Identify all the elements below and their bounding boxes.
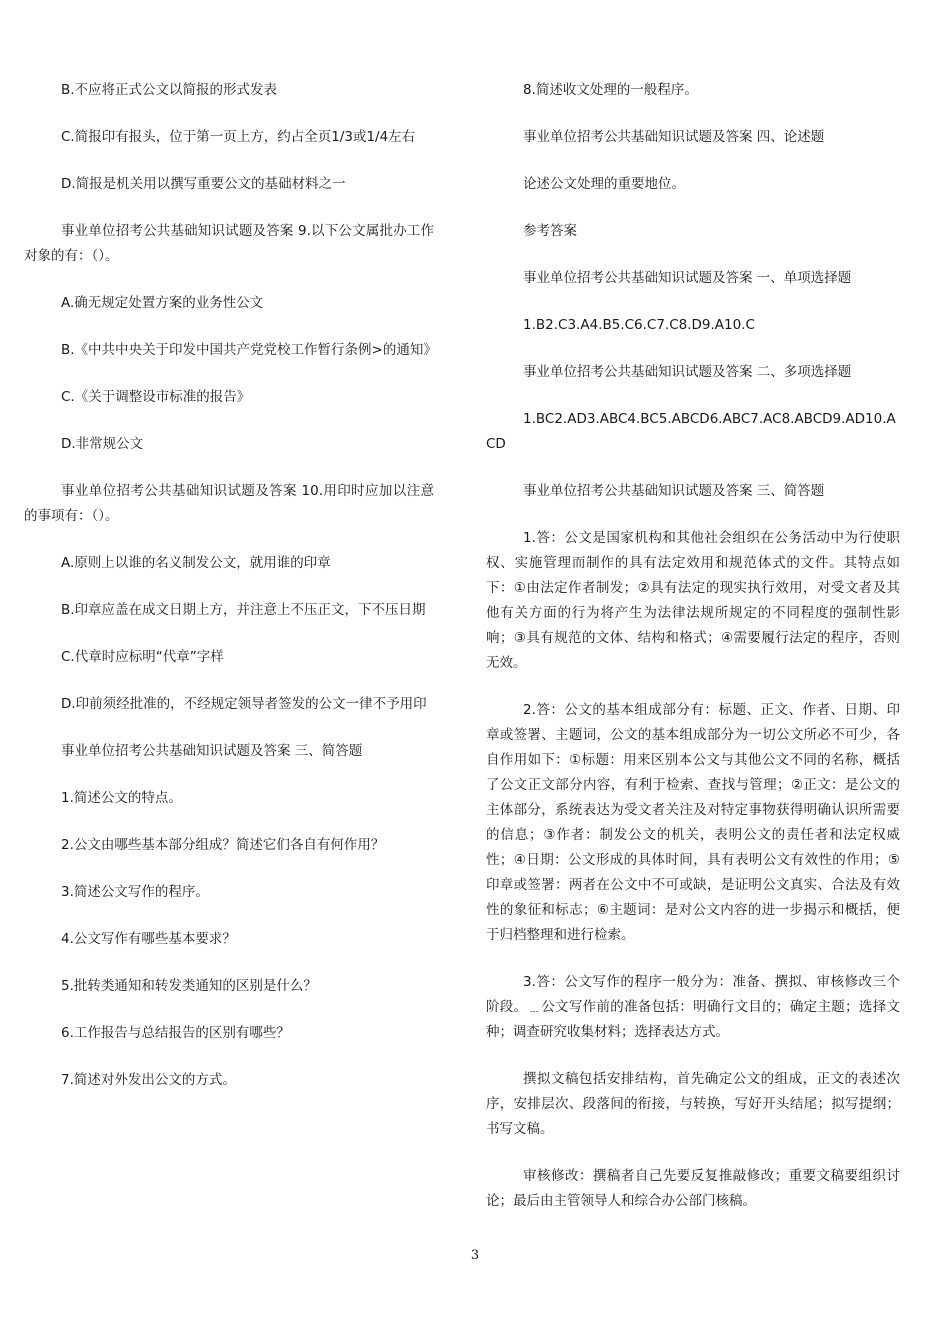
paragraph: D.非常规公文 (61, 436, 144, 452)
answer-key: 1.B2.C3.A4.B5.C6.C7.C8.D9.A10.C (523, 317, 755, 333)
section-heading: 事业单位招考公共基础知识试题及答案 一、单项选择题 (523, 270, 852, 286)
paragraph: B.印章应盖在成文日期上方，并注意上不压正文，下不压日期 (61, 602, 426, 618)
section-heading: 事业单位招考公共基础知识试题及答案 三、简答题 (61, 743, 363, 759)
question-item: 2.公文由哪些基本部分组成？简述它们各自有何作用？ (61, 837, 385, 853)
question-item: 1.简述公文的特点。 (61, 790, 182, 806)
answer-paragraph: 审核修改：撰稿者自己先要反复推敲修改；重要文稿要组织讨论；最后由主管领导人和综合办公部门核稿。 (486, 1168, 900, 1209)
page-number: 3 (470, 1248, 480, 1263)
paragraph: 事业单位招考公共基础知识试题及答案 9.以下公文属批办工作对象的有：（）。 (24, 223, 434, 264)
section-heading: 事业单位招考公共基础知识试题及答案 二、多项选择题 (523, 364, 852, 380)
answer-paragraph: 1.答：公文是国家机构和其他社会组织在公务活动中为行使职权、实施管理而制作的具有法定效用和规范体式的文件。其特点如下：①由法定作者制发；②具有法定的现实执行效用，对受文者及其他有关方面的行为将产生为法律法规所规定的不同程度的强制性影响；③具有规范的文体、结构和格式；④需要履行法定的程序，否则无效。 (486, 530, 900, 671)
paragraph: D.印前须经批准的，不经规定领导者签发的公文一律不予用印 (61, 696, 427, 712)
section-heading: 事业单位招考公共基础知识试题及答案 四、论述题 (523, 129, 825, 145)
paragraph: C.代章时应标明“代章”字样 (61, 649, 224, 665)
right-column (486, 78, 900, 1214)
question-item: 6.工作报告与总结报告的区别有哪些？ (61, 1025, 290, 1041)
question-item: 5.批转类通知和转发类通知的区别是什么？ (61, 978, 317, 994)
paragraph: C.简报印有报头，位于第一页上方，约占全页1/3或1/4左右 (61, 129, 416, 145)
question-item: 8.简述收文处理的一般程序。 (523, 82, 698, 98)
question-item: 7.简述对外发出公文的方式。 (61, 1072, 236, 1088)
answer-paragraph: 3.答：公文写作的程序一般分为：准备、撰拟、审核修改三个阶段。﹍公文写作前的准备包括：明确行文目的；确定主题；选择文种；调查研究收集材料；选择表达方式。 (486, 974, 900, 1040)
paragraph: 事业单位招考公共基础知识试题及答案 10.用印时应加以注意的事项有：（）。 (24, 483, 434, 524)
paragraph: A.确无规定处置方案的业务性公文 (61, 295, 264, 311)
answer-paragraph: 2.答：公文的基本组成部分有：标题、正文、作者、日期、印章或签署、主题词，公文的基本组成部分为一切公文所必不可少，各自作用如下：①标题：用来区别本公文与其他公文不同的名称，概括了公文正文部分内容，有利于检索、查找与管理；②正文：是公文的主体部分，系统表达为受文者关注及对特定事物获得明确认识所需要的信息；③作者：制发公文的机关，表明公文的责任者和法定权威性；④日期：公文形成的具体时间，具有表明公文有效性的作用；⑤印章或签署：两者在公文中不可或缺，是证明公文真实、合法及有效性的象征和标志；⑥主题词：是对公文内容的进一步揭示和概括，便于归档整理和进行检索。 (486, 702, 900, 943)
paragraph: A.原则上以谁的名义制发公文，就用谁的印章 (61, 555, 331, 571)
paragraph: B.《中共中央关于印发中国共产党党校工作暂行条例>的通知》 (61, 342, 437, 358)
answer-paragraph: 撰拟文稿包括安排结构，首先确定公文的组成，正文的表述次序，安排层次、段落间的衔接，与转换，写好开头结尾；拟写提纲；书写文稿。 (486, 1071, 900, 1137)
question-item: 论述公文处理的重要地位。 (523, 176, 685, 192)
reference-answer-heading: 参考答案 (523, 223, 577, 239)
paragraph: B.不应将正式公文以简报的形式发表 (61, 82, 278, 98)
question-item: 3.简述公文写作的程序。 (61, 884, 209, 900)
answer-key: 1.BC2.AD3.ABC4.BC5.ABCD6.ABC7.AC8.ABCD9.AD10.ACD (486, 411, 896, 452)
paragraph: D.简报是机关用以撰写重要公文的基础材料之一 (61, 176, 346, 192)
question-item: 4.公文写作有哪些基本要求？ (61, 931, 236, 947)
paragraph: C.《关于调整设市标准的报告》 (61, 389, 251, 405)
left-column (24, 78, 437, 1093)
section-heading: 事业单位招考公共基础知识试题及答案 三、简答题 (523, 483, 825, 499)
